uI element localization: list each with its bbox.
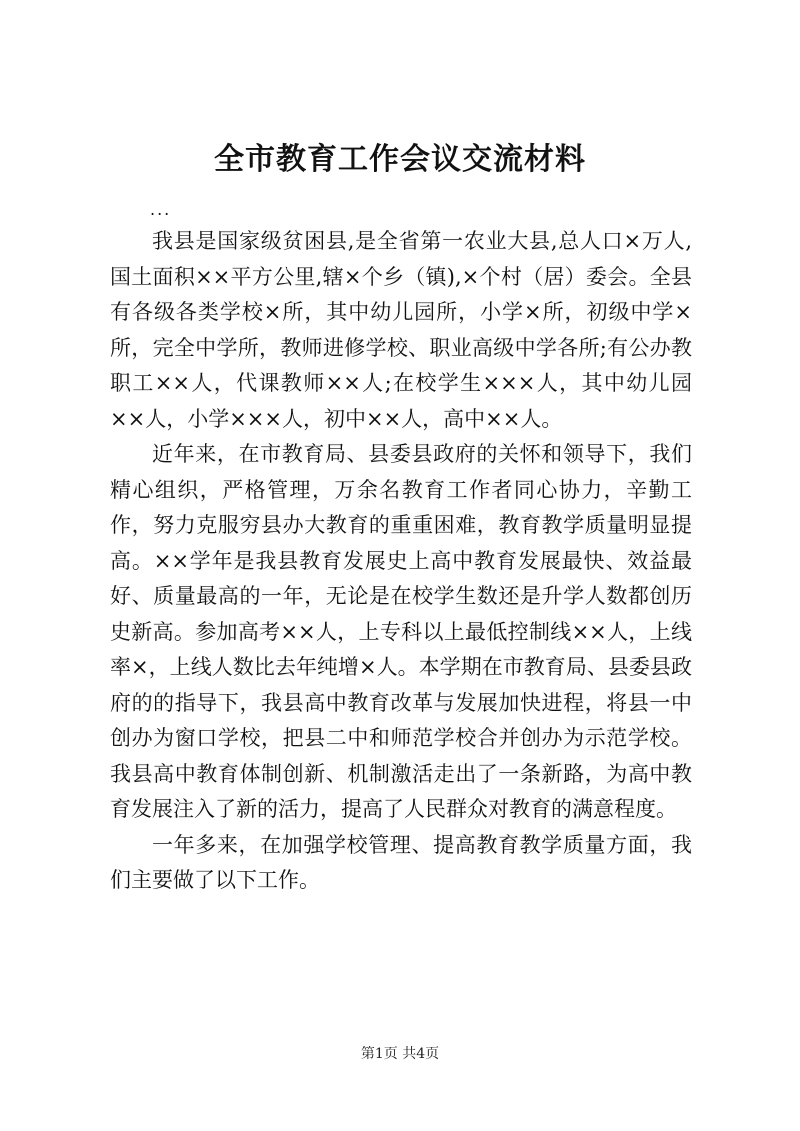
document-body	[110, 224, 692, 899]
paragraph-recent-progress: 近年来，在市教育局、县委县政府的关怀和领导下，我们精心组织，严格管理，万余名教育工作者同心协力，辛勤工作，努力克服穷县办大教育的重重困难，教育教学质量明显提高。××学年是我县教育发展史上高中教育发展最快、效益最好、质量最高的一年，无论是在校学生数还是升学人数都创历史新高。参加高考××人，上专科以上最低控制线××人，上线率×，上线人数比去年纯增×人。本学期在市教育局、县委县政府的的指导下，我县高中教育改革与发展加快进程，将县一中创办为窗口学校，把县二中和师范学校合并创办为示范学校。我县高中教育体制创新、机制激活走出了一条新路，为高中教育发展注入了新的活力，提高了人民群众对教育的满意程度。	[110, 442, 692, 821]
paragraph-county-overview: 我县是国家级贫困县,是全省第一农业大县,总人口×万人,国土面积××平方公里,辖×个乡（镇),×个村（居）委会。全县有各级各类学校×所，其中幼儿园所，小学×所，初级中学×所，完全中学所，教师进修学校、职业高级中学各所;有公办教职工××人，代课教师××人;在校学生×××人，其中幼儿园××人，小学×××人，初中××人，高中××人。	[110, 229, 692, 431]
document-title: 全市教育工作会议交流材料	[214, 142, 586, 177]
ellipsis-marker: ...	[150, 200, 172, 219]
paragraph-work-intro: 一年多来，在加强学校管理、提高教育教学质量方面，我们主要做了以下工作。	[110, 832, 692, 892]
page-number-footer: 第1页 共4页	[360, 1046, 440, 1062]
